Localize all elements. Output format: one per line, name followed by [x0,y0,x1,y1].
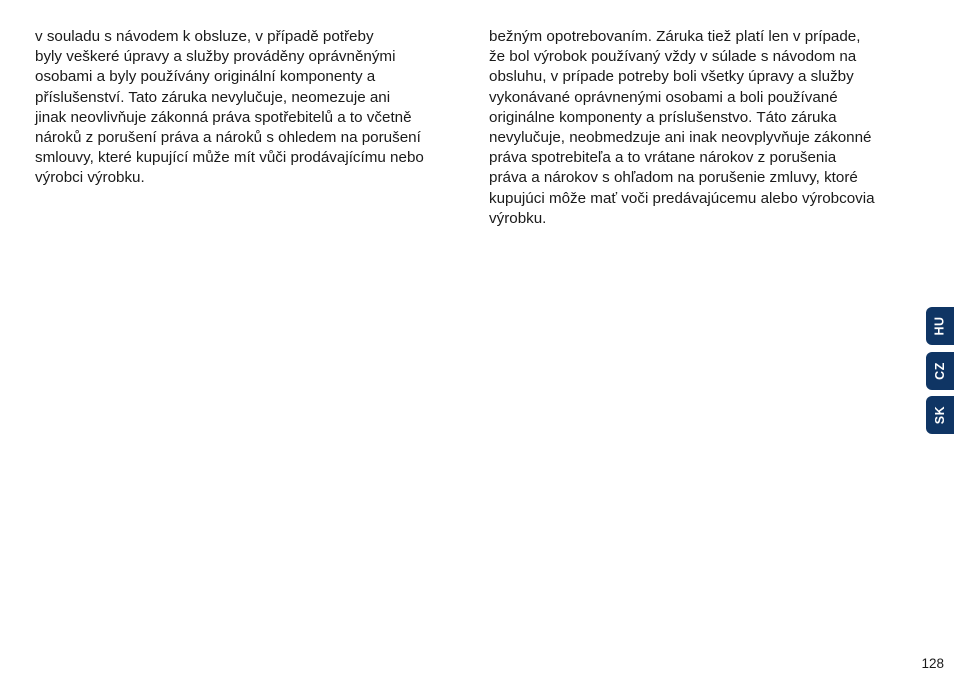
text-line: nevylučuje, neobmedzuje ani inak neovplyvňuje zákonné [489,129,872,147]
tab-label: SK [933,405,947,425]
text-line: v souladu s návodem k obsluze, v případě potřeby [35,28,374,45]
text-line: práva spotrebiteľa a to vrátane nárokov z porušenia [489,149,837,167]
text-line: smlouvy, které kupující může mít vůči prodávajícímu nebo [35,149,424,167]
tab-hu[interactable] [926,307,954,345]
text-line: práva a nárokov s ohľadom na porušenie zmluvy, ktoré [489,169,858,187]
text-line: příslušenství. Tato záruka nevylučuje, neomezuje ani [35,88,391,106]
tab-label: HU [933,316,947,336]
tab-label: CZ [932,362,947,380]
text-line: nároků z porušení práva a nároků s ohledem na porušení [35,129,421,147]
text-line: vykonávané oprávnenými osobami a boli používané [489,88,838,106]
text-line: že bol výrobok používaný vždy v súlade s návodom na [489,48,857,66]
text-line: osobami a byly používány originální komponenty a [35,68,376,86]
text-line: originálne komponenty a príslušenstvo. Táto záruka [489,108,837,126]
text-line: výrobci výrobku. [35,169,145,187]
text-line: jinak neovlivňuje zákonná práva spotřebitelů a to včetně [35,108,412,126]
right-text-column [489,27,929,229]
text-line: byly veškeré úpravy a služby prováděny oprávněnými [35,48,396,66]
tab-sk[interactable] [926,396,954,434]
tab-cz[interactable] [926,352,954,390]
text-line: výrobku. [489,209,547,227]
left-text-column [35,27,475,189]
text-line: obsluhu, v prípade potreby boli všetky úpravy a služby [489,68,854,86]
text-line: bežným opotrebovaním. Záruka tiež platí len v prípade, [489,28,861,45]
text-line: kupujúci môže mať voči predávajúcemu alebo výrobcovia [489,189,875,207]
page-number: 128 [921,656,944,671]
